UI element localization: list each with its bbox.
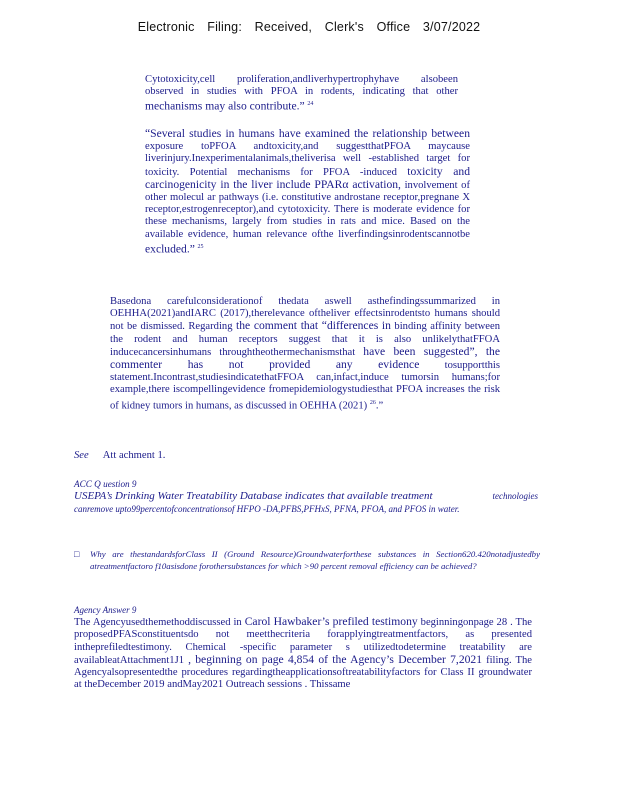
question-block: [74, 478, 538, 515]
quote2-body3: involvement of other molecul ar pathways (i.e. constitutive androstane receptor,pregnane X receptor,estrogenreceptor),and cytotoxicity. There is moderate evidence for these mechanisms, largely from studies in rats and mice. Based on the available evidence, human relevance ofthe liverfindingsinrodentscannotbe: [145, 179, 470, 240]
footnote-ref-25: 25: [197, 243, 204, 250]
question-title: USEPA’s Drinking Water Treatability Database indicates that available treatment: [74, 490, 433, 502]
para3-body4: have been suggested”, the commenter has not provided any evidence: [110, 344, 500, 372]
para3-end: .”: [375, 400, 384, 412]
answer-emphasis-1: Carol Hawbaker’s prefiled testimony: [244, 615, 418, 629]
attachment-reference: Att achment 1.: [102, 450, 166, 461]
quote1-text: Cytotoxicity,cell proliferation,andliverhypertrophyhave alsobeen observed in studies with PFOA in rodents, indicating that other: [145, 74, 458, 98]
question-body: canremove upto99percentofconcentrationsof HFPO -DA,PFBS,PFHxS, PFNA, PFOA, and PFOS in water.: [74, 504, 460, 514]
filing-header: Electronic Filing: Received, Clerk's Office 3/07/2022: [137, 20, 481, 34]
answer-emphasis-2: , beginning on page 4,854 of the Agency’s December 7,2021: [188, 652, 483, 666]
quote2-body1: exposure toPFOA andtoxicity,and suggestthatPFOA maycause liverinjury.Inexperimentalanimals,theliverisa well -established target for toxicity. Potential mechanisms for PFOA -induced: [145, 141, 470, 178]
quote2-lead: “Several studies in humans have examined the relationship between: [145, 127, 470, 140]
para3-body2: the comment that “differences in: [235, 319, 391, 333]
question-title-tail: technologies: [492, 491, 538, 501]
quote-block-1: [145, 74, 458, 114]
answer-block: [74, 604, 532, 691]
quote-block-2: [145, 128, 470, 257]
bullet-text: Why are thestandardsforClass II (Ground Resource)Groundwaterforthese substances in Section620.420notadjustedby atreatmentfactoro f10asisdone forothersubstances for which >90 percent removal efficiency can be achieved?: [90, 549, 540, 571]
footnote-ref-26: 26: [369, 399, 376, 406]
see-label: See: [74, 450, 89, 461]
answer-body-1: beginningonpage 28 . The proposedPFASconstituentsdo not meetthecriteria forapplyingtreatmentfactors, as presented intheprefiledtestimony. Chemical -specific parameter s utilizedtodetermine treatability are availableatAttachment1J1: [74, 617, 532, 666]
see-attachment: [74, 450, 165, 461]
response-paragraph: [110, 296, 500, 412]
answer-lead: The Agencyusedthemethoddiscussed in: [74, 617, 242, 629]
footnote-ref-24: 24: [307, 101, 314, 108]
para3-body3: binding affinity between the rodent and human receptors suggest that it is also unlikelythatFFOA inducecancersinhumans throughtheothermechanismsthat: [110, 321, 500, 358]
para3-body5: tosupportthis statement.Incontrast,studiesindicatethatFFOA can,infact,induce tumorsin humans;for example,there iscompellingevidence fromepidemiologystudiesthat PFOA increases the risk of kidney tumors in humans, as discussed in OEHHA (2021): [110, 360, 500, 412]
question-label: ACC Q uestion 9: [74, 479, 137, 489]
question-bullet: [74, 548, 540, 572]
quote2-end: excluded.”: [145, 242, 195, 256]
answer-label: Agency Answer 9: [74, 605, 137, 615]
para3-body1: Basedona carefulconsiderationof thedata aswell asthefindingssummarized in OEHHA(2021)andIARC (2017),therelevance oftheliver effectsinrodentsto humans should not be dismissed. Regarding: [110, 296, 500, 333]
quote1-text-emphasis: mechanisms may also contribute.”: [145, 99, 305, 113]
answer-body-2: filing. The Agencyalsopresentedthe procedures regardingtheapplicationsoftreatabilityfactors for Class II groundwater at theDecember 2019 andMay2021 Outreach sessions . Thissame: [74, 654, 532, 691]
quote2-body2: toxicity and carcinogenicity in the liver include PPARα activation,: [145, 164, 471, 191]
bullet-icon: □: [74, 549, 80, 559]
